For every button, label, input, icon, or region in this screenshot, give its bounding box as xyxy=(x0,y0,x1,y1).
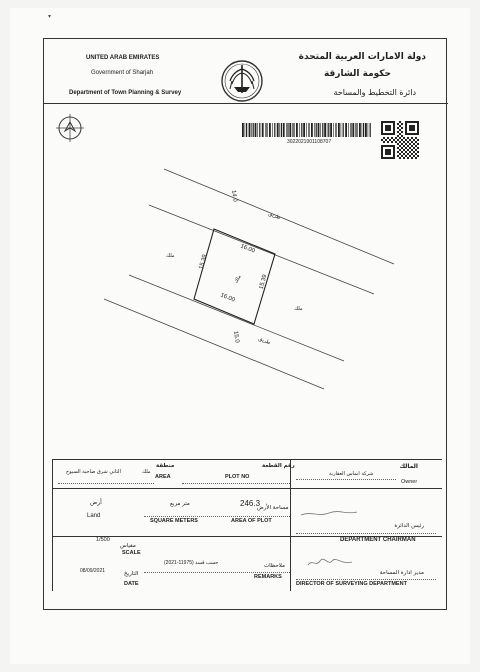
area-of-plot-ar: مساحة الأرض xyxy=(257,505,289,511)
plot-no-en-label: PLOT NO xyxy=(225,474,250,480)
area-of-plot-en: AREA OF PLOT xyxy=(231,518,272,524)
table-left-line xyxy=(52,459,53,591)
table-top-line xyxy=(52,459,442,460)
area-en-label: AREA xyxy=(155,474,171,480)
date-en: DATE xyxy=(124,581,139,587)
plot-no-ar-label: رقم القطعة xyxy=(262,463,295,469)
plot-sketch xyxy=(44,149,448,449)
owner-value: شركة انماس العقارية xyxy=(329,471,374,477)
header-ar-line1: دولة الامارات العربية المتحدة xyxy=(298,52,426,62)
right-neighbor-label: ملك xyxy=(294,306,303,312)
area-line xyxy=(58,483,154,484)
header-ar-line2: حكومة الشارقة xyxy=(323,69,391,79)
scale-en: SCALE xyxy=(122,550,141,556)
area-ar-label: منطقة xyxy=(156,463,175,469)
date-value: 08/09/2021 xyxy=(80,568,106,574)
director-line xyxy=(296,579,436,580)
barcode-number: 3022021001108707 xyxy=(287,139,332,145)
square-meters-ar: متر مربع xyxy=(170,501,190,507)
plot-side-right: 15.39 xyxy=(258,273,269,291)
date-ar: التاريخ xyxy=(124,571,139,577)
director-en: DIRECTOR OF SURVEYING DEPARTMENT xyxy=(296,581,407,587)
owner-value-line xyxy=(296,479,396,480)
dept-chairman-en: DEPARTMENT CHAIRMAN xyxy=(340,537,416,543)
plot-center-label: ملك xyxy=(233,274,243,285)
table-row1-line xyxy=(52,488,442,489)
scale-value: 1/500 xyxy=(96,537,110,543)
road-bottom-label: طريق xyxy=(257,335,272,347)
plot-side-bottom: 16.00 xyxy=(219,292,236,304)
director-ar: مدير ادارة المساحة xyxy=(379,570,424,576)
scale-ar: مقياس xyxy=(120,543,136,549)
owner-ar-label: المالك xyxy=(399,463,418,470)
remarks-value: حسب قسد (11975-2021) xyxy=(164,560,219,566)
square-meters-en: SQUARE METERS xyxy=(150,518,198,524)
north-arrow-icon xyxy=(56,113,84,143)
left-neighbor-label: ملك xyxy=(166,253,175,259)
area-extra: ملك xyxy=(142,469,151,475)
plot-side-left: 15.39 xyxy=(198,253,209,271)
owner-en-label: Owner xyxy=(401,479,418,485)
header-ar-line3: دائرة التخطيط والمساحة xyxy=(333,88,416,97)
road-top-width: 14.0 xyxy=(230,189,238,203)
plot-area-value: 246.3 xyxy=(240,499,261,508)
table-col-line xyxy=(290,459,291,591)
land-en: Land xyxy=(87,513,101,519)
sharjah-emblem-icon xyxy=(220,59,264,103)
header-en-line1: UNITED ARAB EMIRATES xyxy=(86,55,160,61)
remarks-line xyxy=(144,572,290,573)
plot-side-top: 16.00 xyxy=(239,243,256,255)
corner-mark: ▾ xyxy=(48,14,52,20)
document-frame xyxy=(43,38,447,610)
remarks-ar: ملاحظات xyxy=(264,563,285,569)
road-bottom-width: 15.0 xyxy=(232,330,240,344)
dept-chairman-ar: رئيس الدائرة xyxy=(394,523,424,529)
area-value: الثاني شرق ضاحية السيوح xyxy=(66,469,121,475)
header-divider xyxy=(44,103,448,104)
barcode-icon xyxy=(242,123,372,137)
plot-no-line xyxy=(182,483,290,484)
chairman-signature-icon xyxy=(299,509,359,519)
director-signature-icon xyxy=(306,557,354,569)
dept-chairman-line xyxy=(296,533,436,534)
area-of-plot-line xyxy=(144,516,290,517)
road-top-label: طريق xyxy=(267,210,282,222)
remarks-en: REMARKS xyxy=(254,574,282,580)
header-en-line3: Department of Town Planning & Survey xyxy=(69,90,182,96)
land-ar: أرض xyxy=(90,499,102,506)
document-page xyxy=(10,8,470,664)
header-en-line2: Government of Sharjah xyxy=(91,70,154,76)
